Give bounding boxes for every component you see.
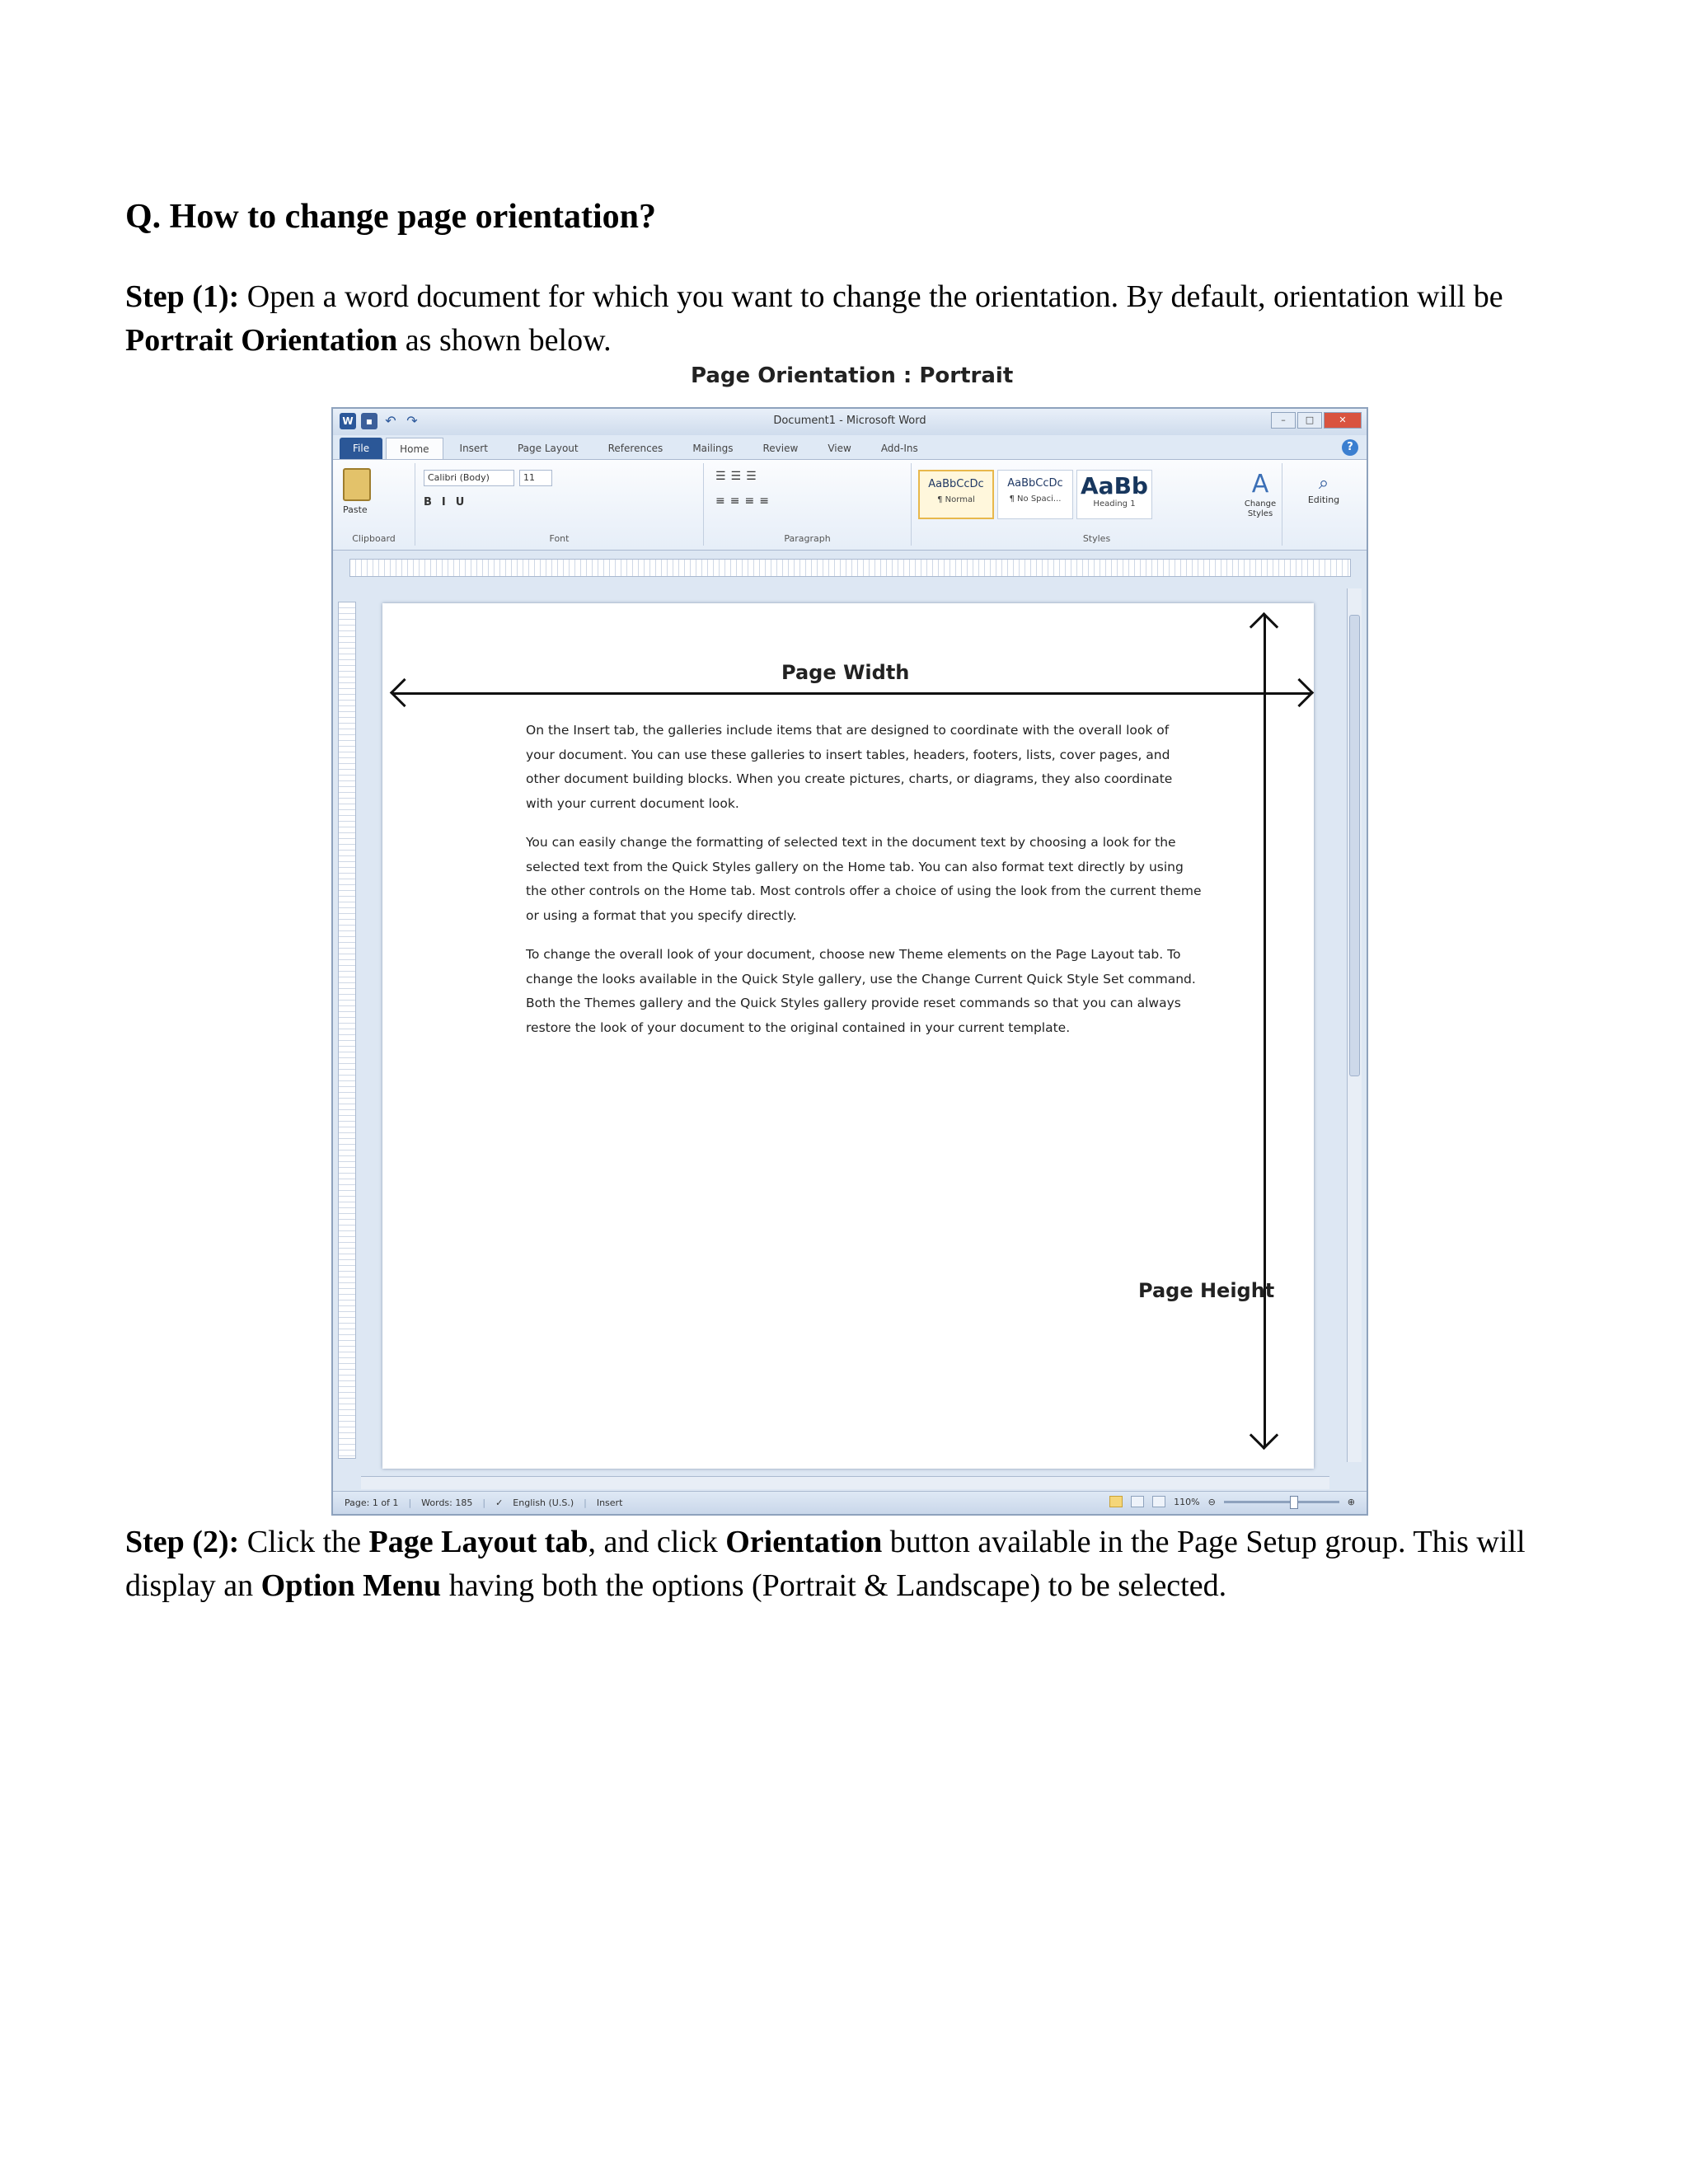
paragraph-group: [704, 463, 912, 546]
change-styles-label: Change Styles: [1244, 499, 1277, 518]
editing-label: Editing: [1307, 494, 1340, 505]
font-group: [415, 463, 704, 546]
font-group-label: Font: [549, 533, 570, 544]
style-heading-1: [1076, 470, 1152, 519]
style-normal-preview: AaBbCcDc: [928, 478, 984, 490]
style-normal-name: ¶ Normal: [937, 495, 975, 504]
change-styles-icon: A: [1251, 470, 1269, 499]
change-styles: [1241, 470, 1279, 519]
paragraph-group-label: Paragraph: [784, 533, 831, 544]
status-words: Words: 185: [421, 1497, 473, 1508]
close-icon: ✕: [1324, 412, 1362, 429]
step-1-paragraph: [125, 275, 1576, 363]
page-width-label: Page Width: [781, 661, 910, 684]
paste-icon: [343, 468, 371, 501]
step-2-text-1: Click the: [239, 1525, 369, 1559]
status-bar: Page: 1 of 1 | Words: 185 | ✓ English (U.S.) | Insert 110% ⊖ ⊕: [333, 1491, 1367, 1514]
tab-references: References: [607, 443, 663, 454]
style-no-spacing-preview: AaBbCcDc: [1007, 477, 1063, 490]
status-language: English (U.S.): [513, 1497, 574, 1508]
step-2-text-3: button available in the Page Setup group. This will display an: [125, 1525, 1526, 1603]
vertical-scrollbar: [1347, 588, 1362, 1462]
page-body-text: [526, 719, 1202, 1055]
zoom-out-icon: ⊖: [1207, 1496, 1216, 1507]
tab-file: File: [340, 438, 382, 459]
minimize-icon: –: [1271, 412, 1296, 429]
figure-caption: Page Orientation : Portrait: [691, 363, 1014, 388]
tab-add-ins: Add-Ins: [880, 443, 918, 454]
styles-group-label: Styles: [1082, 533, 1111, 544]
vertical-ruler: [338, 602, 356, 1459]
horizontal-ruler: [349, 559, 1351, 577]
clipboard-group: [333, 463, 415, 546]
clipboard-group-label: Clipboard: [352, 533, 396, 544]
style-no-spacing-name: ¶ No Spaci...: [1009, 494, 1062, 504]
style-heading-1-name: Heading 1: [1093, 499, 1136, 509]
scroll-thumb: [1349, 615, 1360, 1076]
print-layout-icon: [1109, 1496, 1123, 1507]
step-2-bold-3: Option Menu: [260, 1568, 442, 1603]
page-height-arrow-icon: [1264, 615, 1266, 1447]
tab-page-layout: Page Layout: [517, 443, 579, 454]
step-2-bold-2: Orientation: [725, 1525, 883, 1559]
tab-review: Review: [762, 443, 799, 454]
window-title: Document1 - Microsoft Word: [773, 415, 926, 427]
ribbon: [333, 460, 1367, 551]
maximize-icon: □: [1297, 412, 1322, 429]
editing-button: [1299, 473, 1348, 505]
zoom-in-icon: ⊕: [1347, 1496, 1355, 1507]
paste-label: Paste: [343, 504, 368, 515]
body-paragraph: On the Insert tab, the galleries include items that are designed to coordinate with the overall look of your document. You can use these galleries to insert tables, headers, footers, lists, cover pages, and other document building blocks. When you create pictures, charts, or diagrams, they also coordinate with your current document look.: [526, 723, 1173, 811]
step-2-label: Step (2):: [125, 1525, 240, 1559]
ribbon-tabs: [333, 435, 1367, 460]
step-1-text-b: as shown below.: [397, 323, 612, 358]
web-layout-icon: [1152, 1496, 1165, 1507]
tab-mailings: Mailings: [692, 443, 734, 454]
page-height-label: Page Height: [1138, 1279, 1275, 1302]
step-1-bold: Portrait Orientation: [125, 323, 398, 358]
style-heading-1-preview: AaBb: [1081, 472, 1148, 499]
status-mode: Insert: [596, 1497, 623, 1508]
word-logo-icon: W: [340, 413, 356, 429]
page-width-arrow-icon: [392, 692, 1311, 695]
proofing-icon: ✓: [495, 1497, 504, 1508]
body-paragraph: You can easily change the formatting of selected text in the document text by choosing a look for the selected text from the Quick Styles gallery on the Home tab. You can also format text directly by using the other controls on the Home tab. Most controls offer a choice of using the look from the current theme or using a format that you specify directly.: [526, 835, 1202, 923]
step-2-paragraph: [125, 1521, 1576, 1608]
tab-insert: Insert: [459, 443, 488, 454]
font-size-box: 11: [519, 470, 552, 486]
help-icon: ?: [1342, 439, 1358, 456]
style-normal: [918, 470, 994, 519]
full-screen-icon: [1131, 1496, 1144, 1507]
styles-group: [912, 463, 1282, 546]
question-heading: Q. How to change page orientation?: [125, 198, 656, 236]
undo-icon: ↶: [385, 413, 396, 429]
format-buttons-icon: BIU: [424, 496, 475, 509]
step-2-text-2: , and click: [588, 1525, 726, 1559]
list-buttons-icon: ☰☰☰: [715, 470, 762, 483]
step-2-bold-1: Page Layout tab: [368, 1525, 588, 1559]
title-bar: [333, 409, 1367, 435]
redo-icon: ↷: [406, 413, 418, 429]
horizontal-scrollbar: [361, 1476, 1329, 1489]
body-paragraph: To change the overall look of your document, choose new Theme elements on the Page Layout tab. To change the looks available in the Quick Style gallery, use the Change Current Quick Style Set command. Both the Themes gallery and the Quick Styles gallery provide reset commands so that you can always restore the look of your document to the original contained in your current template.: [526, 947, 1196, 1035]
save-icon: ▪: [361, 413, 377, 429]
step-1-label: Step (1):: [125, 279, 240, 314]
align-buttons-icon: ≡≡≡≡: [715, 494, 774, 508]
tab-view: View: [828, 443, 851, 454]
status-page: Page: 1 of 1: [345, 1497, 399, 1508]
tab-home: Home: [386, 438, 443, 459]
font-name-box: Calibri (Body): [424, 470, 514, 486]
window-controls: [1271, 412, 1362, 429]
step-1-text-a: Open a word document for which you want to change the orientation. By default, orientation will be: [239, 279, 1503, 314]
style-no-spacing: [997, 470, 1073, 519]
word-window-screenshot: [331, 407, 1368, 1516]
zoom-slider: [1224, 1501, 1339, 1503]
step-2-text-4: having both the options (Portrait & Landscape) to be selected.: [441, 1568, 1227, 1603]
binoculars-icon: ⌕: [1318, 473, 1329, 494]
status-zoom: 110%: [1174, 1496, 1200, 1507]
document-page: [382, 603, 1314, 1469]
editing-group: [1282, 463, 1368, 546]
